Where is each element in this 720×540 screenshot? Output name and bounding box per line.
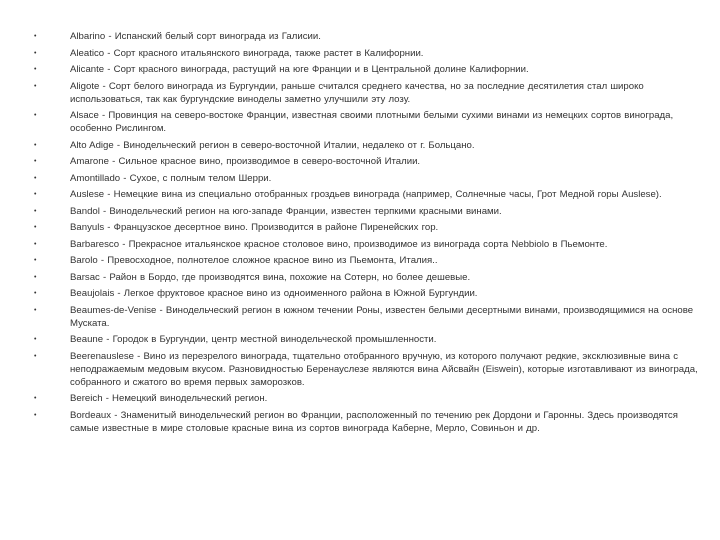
bullet-icon: • bbox=[34, 352, 37, 360]
entry-text: Albarino - Испанский белый сорт винограда из Галисии. bbox=[70, 31, 321, 42]
entry-text: Alsace - Провинция на северо-востоке Франции, известная своими плотными белыми сухими винами из немецких сортов винограда, особенно Рислингом. bbox=[70, 110, 674, 134]
entry-text: Amarone - Сильное красное вино, производимое в северо-восточной Италии. bbox=[70, 156, 421, 167]
list-item-albarino bbox=[34, 30, 704, 43]
entry-text: Barsac - Район в Бордо, где производятся вина, похожие на Сотерн, но более дешевые. bbox=[70, 271, 471, 283]
list-item-alto-adige bbox=[34, 139, 704, 152]
bullet-icon: • bbox=[34, 174, 37, 182]
list-item-beaumes-de-venise bbox=[34, 304, 704, 330]
list-item-aleatico bbox=[34, 47, 704, 60]
list-item-barbaresco bbox=[34, 238, 704, 251]
list-item-barsac bbox=[34, 271, 704, 284]
list-item-amarone bbox=[34, 155, 704, 168]
entry-text: Beaumes-de-Venise - Винодельческий регион в южном течении Роны, известен белыми десертными винами, производящимися на основе Муската. bbox=[70, 304, 694, 329]
bullet-icon: • bbox=[34, 336, 37, 343]
bullet-icon: • bbox=[34, 66, 37, 73]
bullet-icon: • bbox=[34, 306, 37, 314]
entry-text: Aleatico - Сорт красного итальянского винограда, также растет в Калифорнии. bbox=[70, 47, 424, 59]
list-item-amontillado bbox=[34, 172, 704, 185]
entry-text: Bandol - Винодельческий регион на юго-западе Франции, известен терпкими красными винами. bbox=[70, 205, 502, 217]
entry-text: Amontillado - Сухое, с полным телом Шерри. bbox=[70, 172, 272, 184]
entry-text: Bereich - Немецкий винодельческий регион. bbox=[70, 393, 268, 404]
entry-text: Beaune - Городок в Бургундии, центр местной винодельческой промышленности. bbox=[70, 334, 437, 345]
bullet-icon: • bbox=[34, 411, 37, 419]
bullet-icon: • bbox=[34, 257, 37, 264]
bullet-icon: • bbox=[34, 240, 37, 248]
entry-text: Banyuls - Французское десертное вино. Производится в районе Пиренейских гор. bbox=[70, 222, 439, 233]
list-item-alsace bbox=[34, 109, 704, 135]
list-item-bandol bbox=[34, 205, 704, 218]
list-item-banyuls bbox=[34, 221, 704, 234]
list-item-beaujolais bbox=[34, 287, 704, 300]
entry-text: Bordeaux - Знаменитый винодельческий регион во Франции, расположенный по течению рек Дордони и Гаронны. Здесь производятся самые известные в мире столовые красные вина из сортов винограда Каберне, Мерло, Совиньон и др. bbox=[70, 409, 678, 434]
bullet-icon: • bbox=[34, 33, 37, 40]
entry-text: Auslese - Немецкие вина из специально отобранных гроздьев винограда (например, Солнечные часы, Грот Медной горы Auslese). bbox=[70, 189, 662, 200]
bullet-icon: • bbox=[34, 273, 37, 281]
entry-text: Aligote - Сорт белого винограда из Бургундии, раньше считался среднего качества, но за последние десятилетия стал широко использоваться, так как бургундские виноделы заметно улучшили эту лозу. bbox=[70, 80, 644, 105]
list-item-bordeaux bbox=[34, 409, 704, 435]
entry-text: Alto Adige - Винодельческий регион в северо-восточной Италии, недалеко от г. Больцано. bbox=[70, 139, 475, 151]
bullet-icon: • bbox=[34, 290, 37, 297]
bullet-icon: • bbox=[34, 112, 37, 119]
entry-text: Alicante - Сорт красного винограда, растущий на юге Франции и в Центральной долине Калифорнии. bbox=[70, 64, 529, 75]
bullet-icon: • bbox=[34, 224, 37, 231]
list-item-beerenauslese bbox=[34, 350, 704, 389]
list-item-alicante bbox=[34, 63, 704, 76]
entry-text: Barbaresco - Прекрасное итальянское красное столовое вино, производимое из винограда сорта Nebbiolo в Пьемонте. bbox=[70, 238, 608, 250]
entry-text: Barolo - Превосходное, полнотелое сложное красное вино из Пьемонта, Италия.. bbox=[70, 255, 438, 266]
entry-text: Beaujolais - Легкое фруктовое красное вино из одноименного района в Южной Бургундии. bbox=[70, 288, 478, 299]
bullet-icon: • bbox=[34, 191, 37, 198]
list-item-aligote bbox=[34, 80, 704, 106]
entry-text: Beerenauslese - Вино из перезрелого винограда, тщательно отобранного вручную, из которого получают редкие, эксклюзивные вина с неподражаемым медовым вкусом. Разновидностью Беренауслезе являются вина Айсвайн (Eiswein), которые изготавливают из винограда, собранного и сжатого во время первых заморозков. bbox=[70, 350, 698, 388]
bullet-icon: • bbox=[34, 207, 37, 215]
list-item-bereich bbox=[34, 392, 704, 405]
list-item-barolo bbox=[34, 254, 704, 267]
list-item-auslese bbox=[34, 188, 704, 201]
list-item-beaune bbox=[34, 333, 704, 346]
bullet-icon: • bbox=[34, 395, 37, 402]
bullet-icon: • bbox=[34, 141, 37, 149]
bullet-icon: • bbox=[34, 82, 37, 90]
bullet-icon: • bbox=[34, 158, 37, 165]
wine-glossary-list bbox=[34, 30, 704, 438]
bullet-icon: • bbox=[34, 49, 37, 57]
